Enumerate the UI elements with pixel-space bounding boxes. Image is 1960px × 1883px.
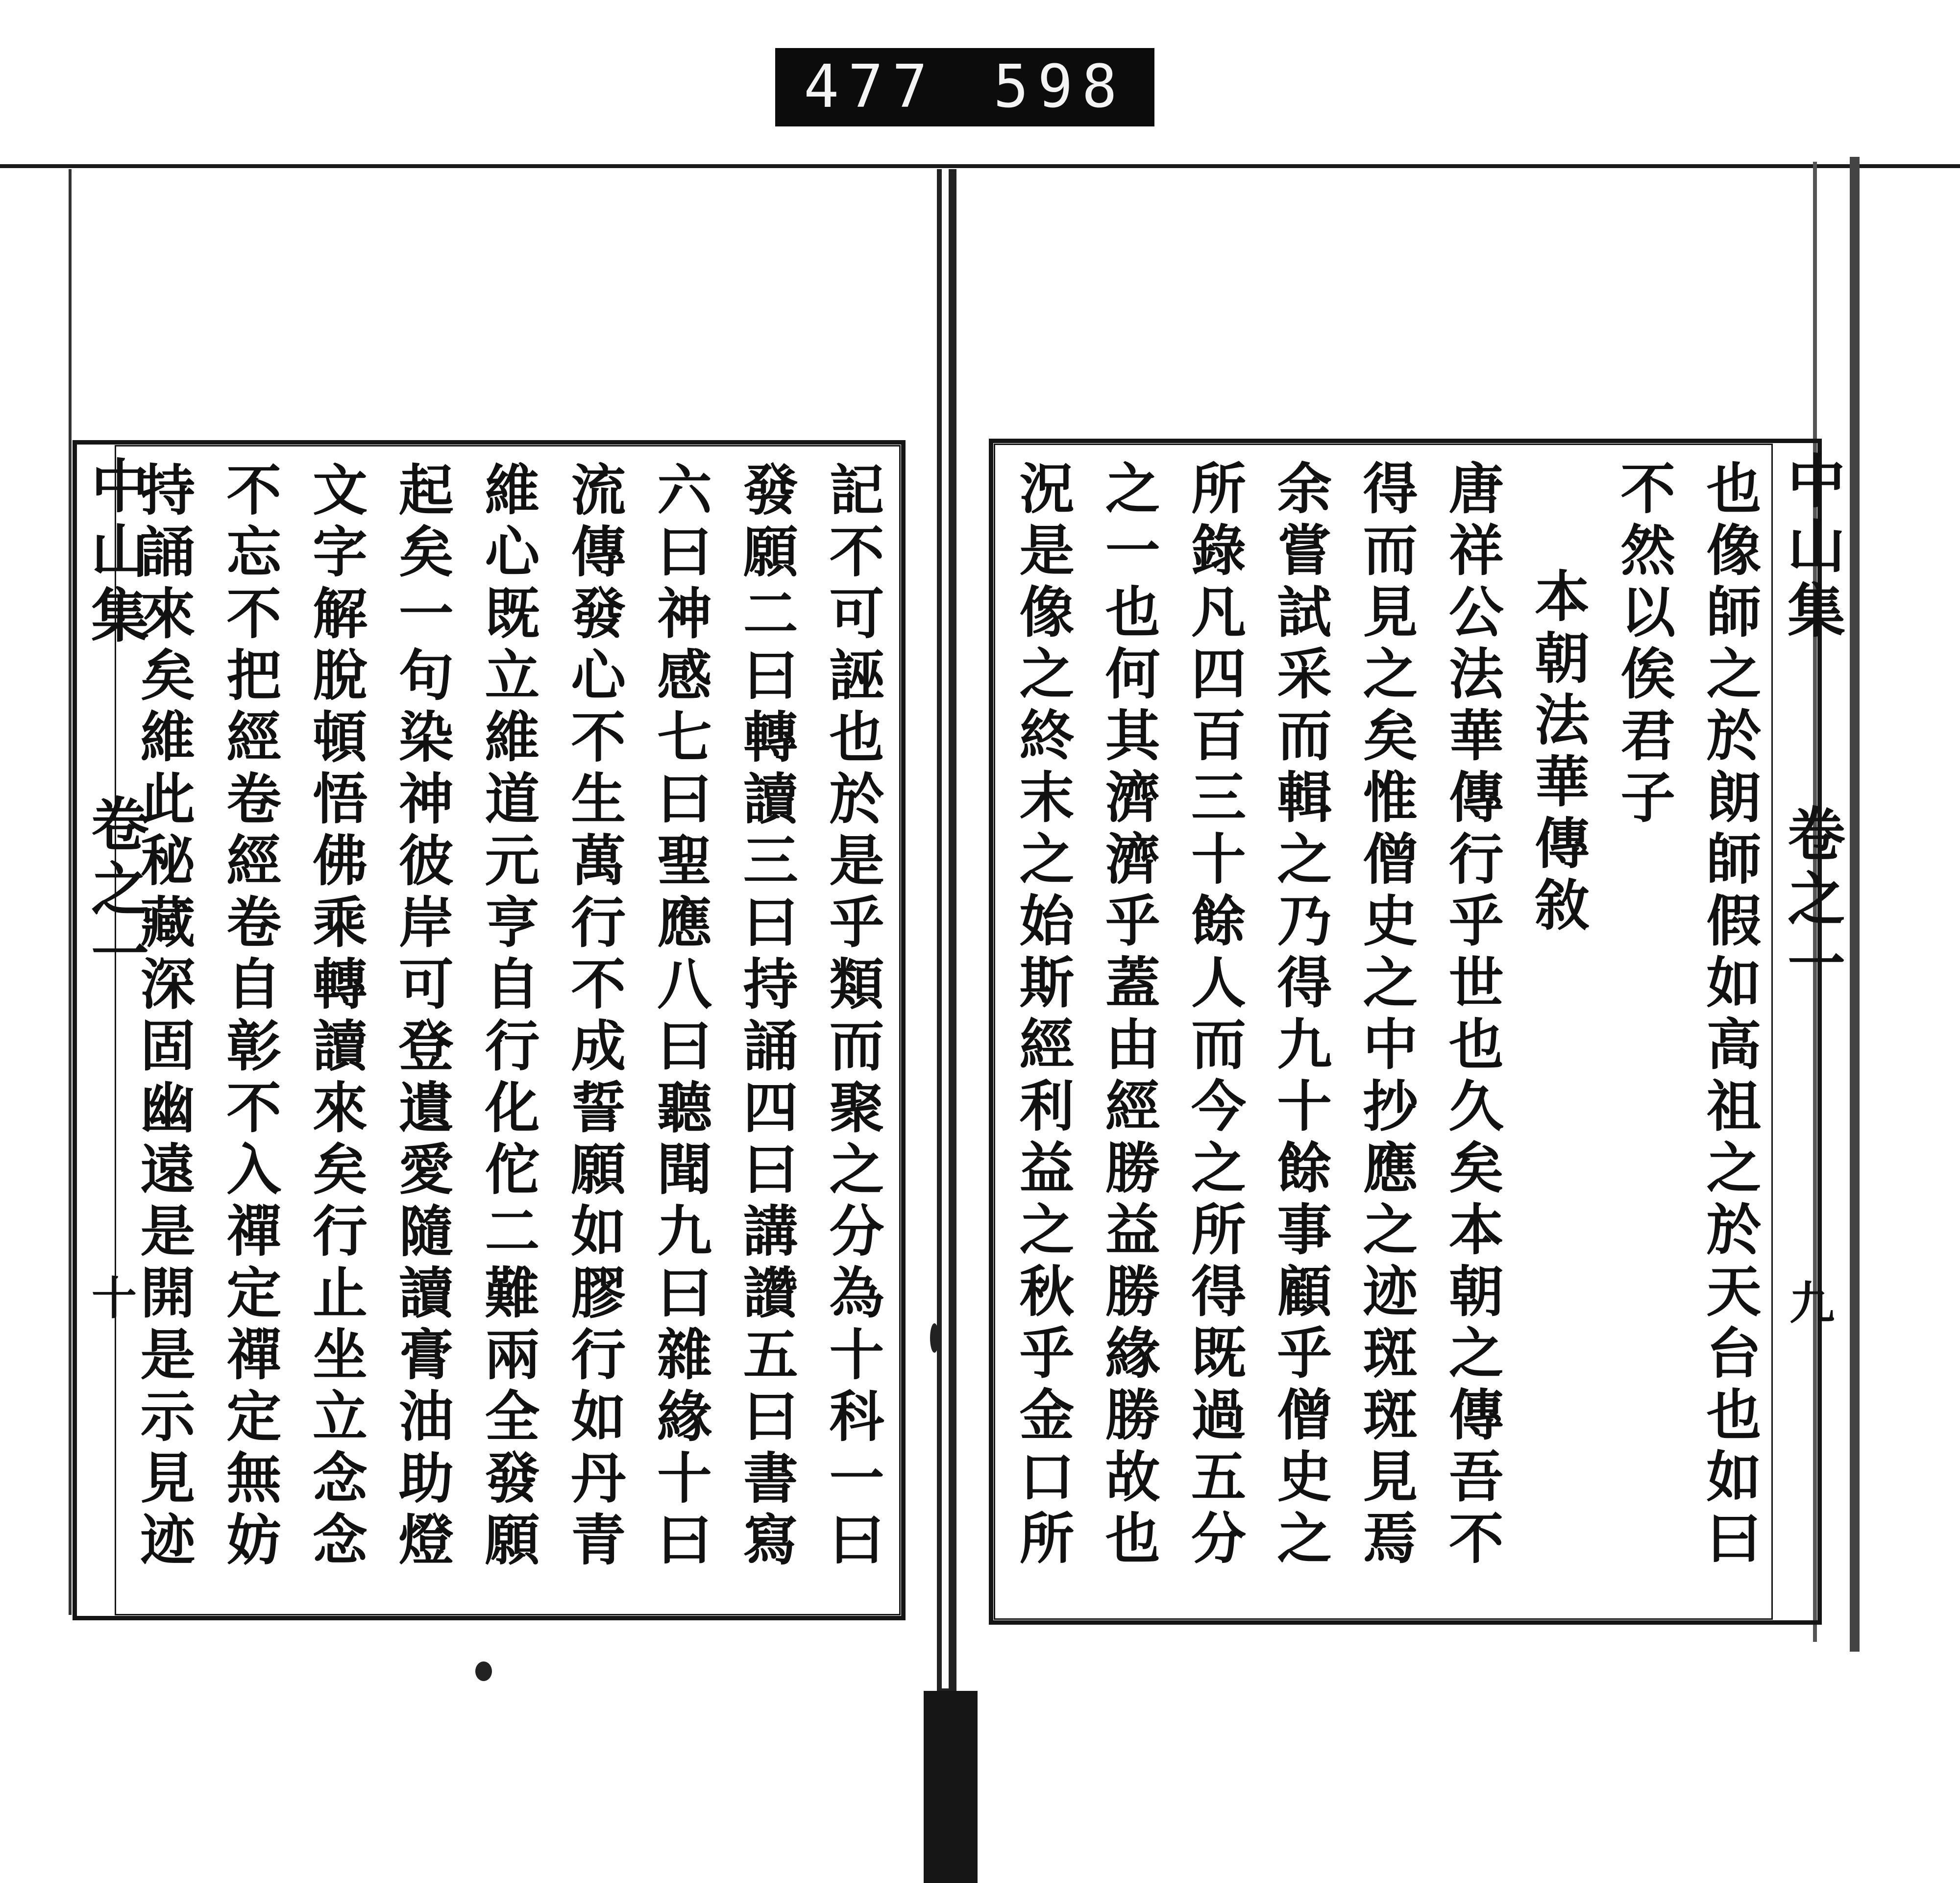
book-spine-gap xyxy=(942,169,949,1688)
left-col-2: 發願二曰轉讀三曰持誦四曰講讚五曰書寫 xyxy=(734,461,799,1573)
left-page-text-block xyxy=(115,445,901,1615)
right-col-9: 況是像之終末之始斯經利益之秋乎金口所 xyxy=(1010,460,1075,1571)
right-margin-title: 中山集 xyxy=(1778,451,1846,645)
left-col-1: 記不可誣也於是乎類而聚之分為十科一曰 xyxy=(820,461,884,1573)
right-col-4: 唐祥公法華傳行乎世也久矣本朝之傳吾不 xyxy=(1440,460,1504,1571)
left-col-6: 起矣一句染神彼岸可登遺愛隨讀膏油助燈 xyxy=(390,461,454,1573)
right-page-text-block xyxy=(994,444,1773,1620)
left-margin-title: 中山集 xyxy=(81,456,149,650)
right-folio: 九 xyxy=(1782,1279,1835,1324)
left-margin-volume: 卷之一 xyxy=(81,794,149,988)
right-col-8: 之一也何其濟濟乎蓋由經勝益勝緣勝故也 xyxy=(1096,460,1161,1571)
left-col-8: 不忘不把經卷經卷自彰不入禪定禪定無妨 xyxy=(217,461,282,1573)
left-page-edge xyxy=(69,169,72,1615)
binding-clip xyxy=(924,1691,978,1883)
right-col-5: 得而見之矣惟僧史之中抄應之迹斑斑見焉 xyxy=(1354,460,1418,1571)
right-page-columns xyxy=(1010,460,1762,1609)
catalog-label xyxy=(775,48,1154,126)
left-col-4: 流傳發心不生萬行不成誓願如膠行如丹青 xyxy=(562,461,626,1573)
right-col-2: 不然以俟君子 xyxy=(1611,460,1676,830)
left-folio: 十 xyxy=(84,1274,137,1319)
left-col-3: 六曰神感七曰聖應八曰聽聞九曰雜緣十曰 xyxy=(648,461,712,1573)
left-col-5: 維心既立維道元亨自行化佗二難兩全發願 xyxy=(476,461,540,1573)
left-col-7: 文字解脫頓悟佛乘轉讀來矣行止坐立念念 xyxy=(303,461,368,1573)
catalog-number-a: 477 xyxy=(804,53,936,121)
right-col-1: 也像師之於朗師假如高祖之於天台也如曰 xyxy=(1697,460,1762,1571)
left-col-9: 持誦來矣維此秘藏深固幽遠是開是示見迹 xyxy=(131,461,196,1573)
right-col-6: 余嘗試采而輯之乃得九十餘事顧乎僧史之 xyxy=(1268,460,1332,1571)
left-page-columns xyxy=(131,461,884,1604)
scan-top-rule xyxy=(0,164,1960,168)
right-margin-volume: 卷之一 xyxy=(1778,804,1846,998)
ink-smudge xyxy=(475,1661,492,1681)
right-col-heading: 本朝法華傳敘 xyxy=(1525,568,1590,938)
right-col-7: 所錄凡四百三十餘人而今之所得既過五分 xyxy=(1182,460,1247,1571)
ink-smudge xyxy=(930,1323,939,1353)
catalog-number-b: 598 xyxy=(993,53,1126,121)
